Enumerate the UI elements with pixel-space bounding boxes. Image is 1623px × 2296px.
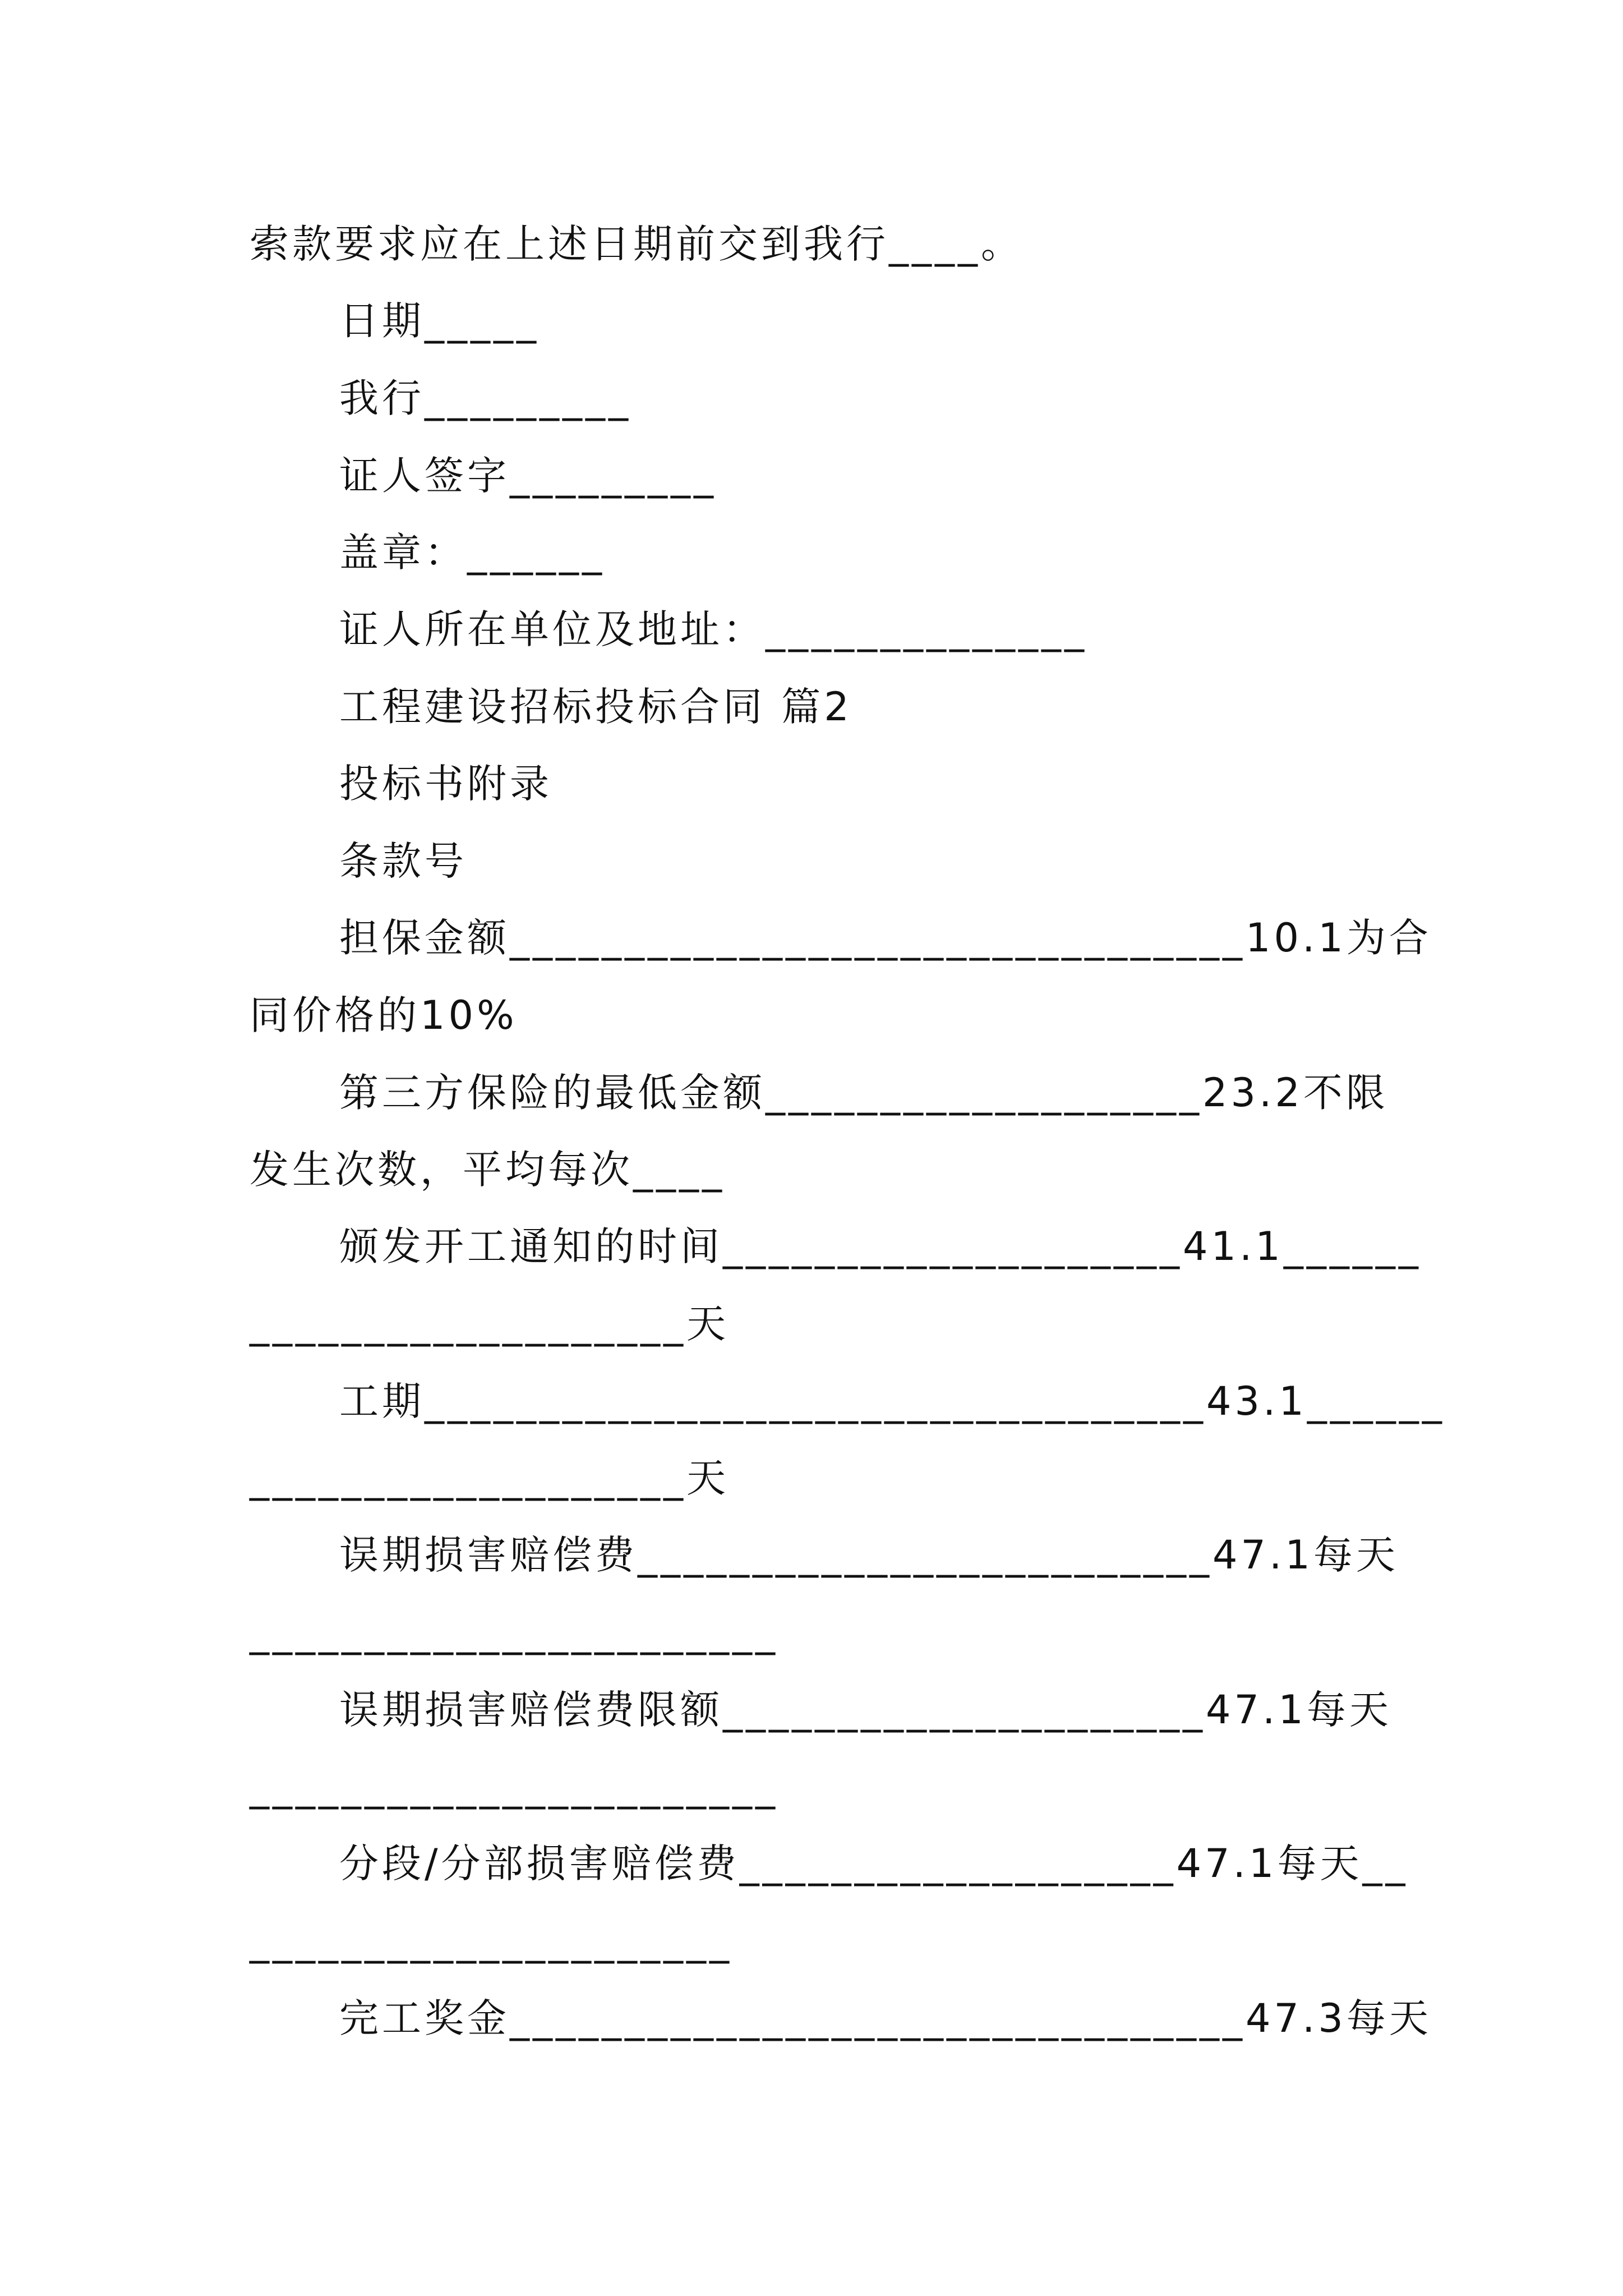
text-line-third-party-insurance-cont: 发生次数，平均每次____ xyxy=(250,1147,725,1193)
text-line-section-damages-cont: _____________________ xyxy=(250,1918,732,1964)
section-heading: 工程建设招标投标合同 篇2 xyxy=(339,684,852,730)
text-line-witness-address: 证人所在单位及地址：______________ xyxy=(339,606,1087,652)
text-line-demand-submission: 索款要求应在上述日期前交到我行____。 xyxy=(250,221,1023,267)
text-line-delay-damages-limit: 误期损害赔偿费限额_____________________47.1每天 xyxy=(339,1687,1392,1733)
text-line-commencement-notice: 颁发开工通知的时间____________________41.1______ xyxy=(339,1223,1422,1269)
text-line-seal: 盖章：______ xyxy=(339,530,605,576)
text-line-completion-bonus: 完工奖金________________________________47.3每天 xyxy=(339,1995,1432,2041)
text-line-commencement-notice-cont: ___________________天 xyxy=(250,1301,729,1347)
text-line-delay-damages: 误期损害赔偿费_________________________47.1每天 xyxy=(339,1532,1399,1578)
text-line-section-damages: 分段/分部损害赔偿费___________________47.1每天__ xyxy=(339,1841,1409,1887)
text-line-our-bank: 我行_________ xyxy=(339,375,631,421)
text-line-third-party-insurance: 第三方保险的最低金额___________________23.2不限 xyxy=(339,1070,1389,1116)
text-line-guarantee-amount-cont: 同价格的10% xyxy=(250,992,518,1038)
text-line-date: 日期_____ xyxy=(339,298,540,344)
text-line-delay-damages-cont: _______________________ xyxy=(250,1609,778,1655)
text-line-construction-period: 工期__________________________________43.1______ xyxy=(339,1378,1445,1424)
text-line-construction-period-cont: ___________________天 xyxy=(250,1455,729,1501)
clause-number-header: 条款号 xyxy=(339,838,467,884)
text-line-guarantee-amount: 担保金额________________________________10.1为合 xyxy=(339,915,1432,961)
text-line-delay-damages-limit-cont: _______________________ xyxy=(250,1764,778,1810)
text-line-witness-signature: 证人签字_________ xyxy=(339,453,717,499)
appendix-title: 投标书附录 xyxy=(339,761,552,807)
